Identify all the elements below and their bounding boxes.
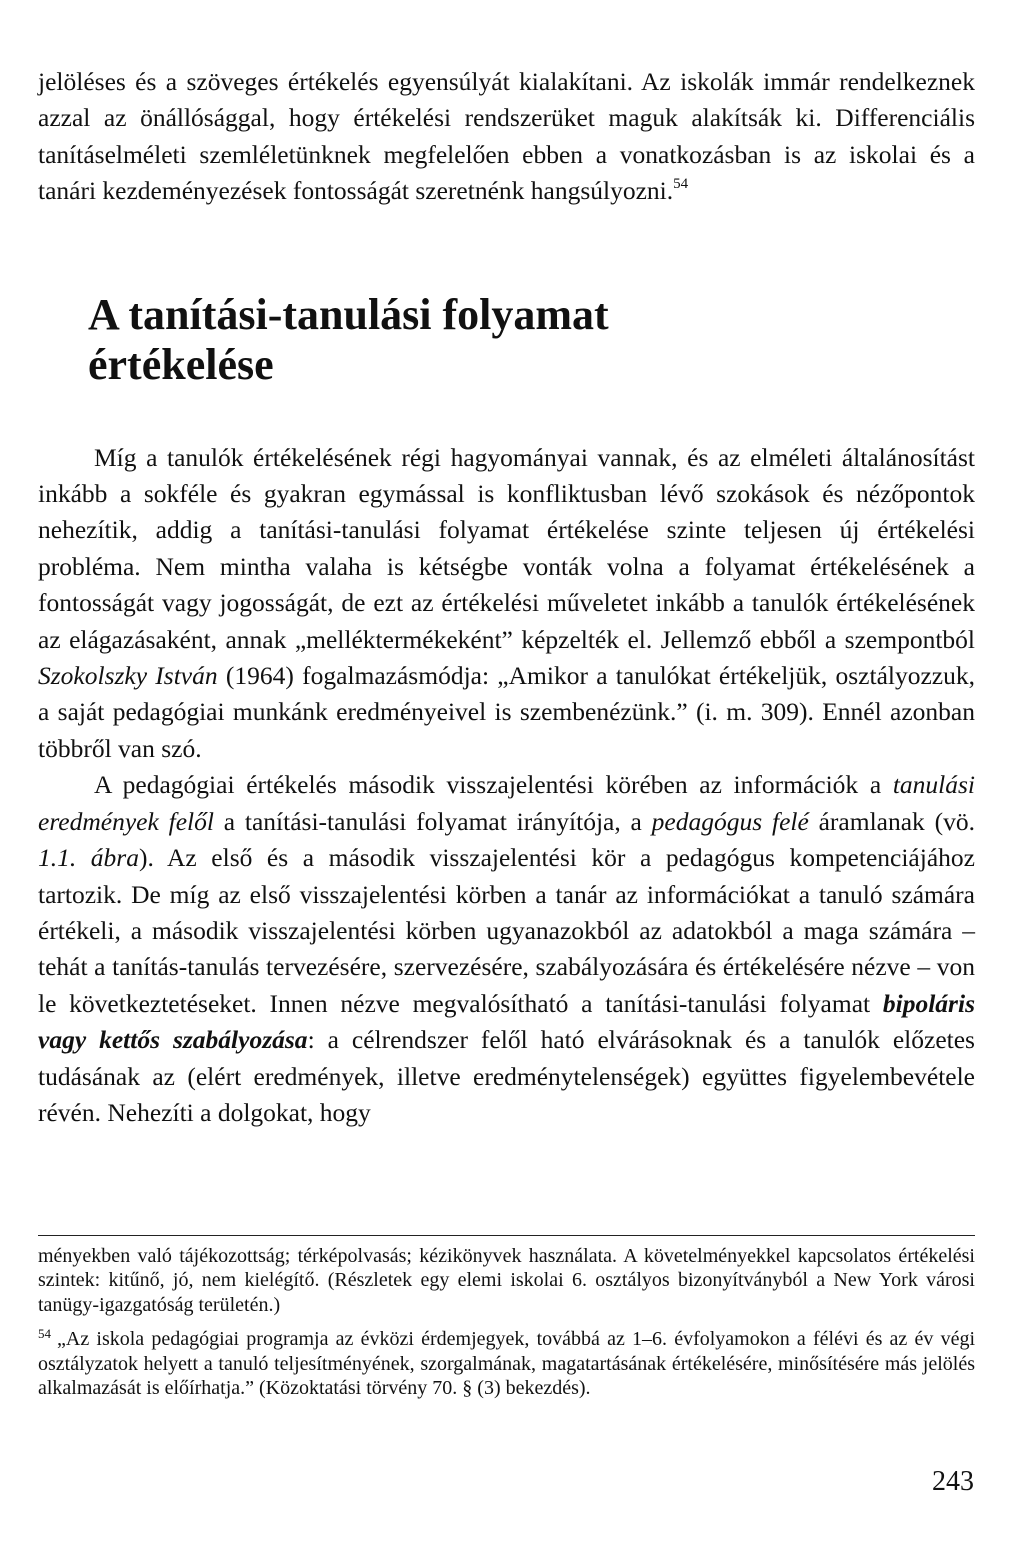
footnote-continued: ményekben való tájékozottság; térképolvasás; kézikönyvek használata. A követelményekkel kapcsolatos értékelési szintek: kitűnő, jó, nem kielégítő. (Részletek egy elemi iskolai 6. osztályos bizonyítványból a New York városi tanügy-igazgatóság területén.) — [38, 1245, 975, 1316]
intro-text: jelöléses és a szöveges értékelés egyensúlyát kialakítani. Az iskolák immár rendelkeznek azzal az önállósággal, hogy értékelési rendszerüket maguk alakítsák ki. Differenciális tanításelméleti szemléletünknek megfelelően ebben a vonatkozásban is az iskolai és a tanári kezdeményezések fontosságát szeretnénk hangsúlyozni. — [38, 67, 975, 206]
footnote-54-text: „Az iskola pedagógiai programja az évközi érdemjegyek, továbbá az 1–6. évfolyamokon a félévi és az év végi osztályzatok helyett a tanuló teljesítményének, szorgalmának, magatartásának értékelésére, minősítésére más jelölés alkalmazását is előírhatja.” (Közoktatási törvény 70. § (3) bekezdés). — [38, 1328, 975, 1400]
footnote-54-number: 54 — [38, 1325, 51, 1341]
emphasis-towards-teacher: pedagógus felé — [651, 806, 809, 836]
footnote-ref-54[interactable]: 54 — [673, 175, 689, 192]
paragraph-2-text-c: áramlanak (vö. — [808, 806, 975, 836]
paragraph-1-text-b: (1964) fogalmazásmódja: „Amikor a tanulókat értékeljük, osztályozzuk, a saját pedagógiai munkánk eredményeivel is szembenézünk.” (i. m. 309). Ennél azonban többről van szó. — [38, 661, 975, 763]
intro-paragraph — [38, 64, 975, 210]
footnote-54 — [38, 1327, 975, 1400]
page-body — [38, 64, 975, 1131]
author-name: Szokolszky István — [38, 661, 218, 691]
page-number: 243 — [932, 1466, 974, 1497]
figure-reference[interactable]: 1.1. ábra — [38, 843, 139, 873]
paragraph-1-text-a: Míg a tanulók értékelésének régi hagyományai vannak, és az elméleti általánosítást inkább a sokféle és gyakran egymással is konfliktusban lévő szokások és nézőpontok nehezítik, addig a tanítási-tanulási folyamat értékelése szinte teljesen új értékelési probléma. Nem mintha valaha is kétségbe vonták volna a folyamat értékelésének a fontosságát vagy jogosságát, de ezt az értékelési műveletet inkább a tanulók értékelésének az elágazásaként, annak „melléktermékeként” képzelték el. Jellemző ebből a szempontból — [38, 442, 975, 654]
paragraph-2-text-d: ). Az első és a második visszajelentési kör a pedagógus kompetenciájához tartozik. De míg az első visszajelentési körben a tanár az információkat a tanuló számára értékeli, a második visszajelentési körben ugyanazokból az adatokból a maga számára – tehát a tanítás-tanulás tervezésére, szervezésére, szabályozására és értékelésére nézve – von le következtetéseket. Innen nézve megvalósítható a tanítási-tanulási folyamat — [38, 843, 975, 1018]
section-title-line2: értékelése — [88, 339, 274, 389]
paragraph-2 — [38, 767, 975, 1131]
paragraph-2-text-e: : a célrendszer felől ható elvárásoknak és a tanulók előzetes tudásának az (elért eredmények, illetve eredménytelenségek) együttes figyelembevétele révén. Nehezíti a dolgokat, hogy — [38, 1025, 975, 1127]
section-title-line1: A tanítási-tanulási folyamat — [88, 289, 609, 339]
paragraph-2-text-a: A pedagógiai értékelés második visszajelentési körében az információk a — [94, 770, 893, 800]
footnotes-section — [38, 1235, 975, 1410]
emphasis-learning-results: tanulási eredmények felől — [38, 770, 975, 836]
paragraph-2-text-b: a tanítási-tanulási folyamat irányítója, a — [213, 806, 652, 836]
paragraph-1 — [38, 440, 975, 768]
emphasis-bipolar-regulation: bipoláris vagy kettős szabályozása — [38, 988, 975, 1055]
section-title — [88, 290, 975, 390]
